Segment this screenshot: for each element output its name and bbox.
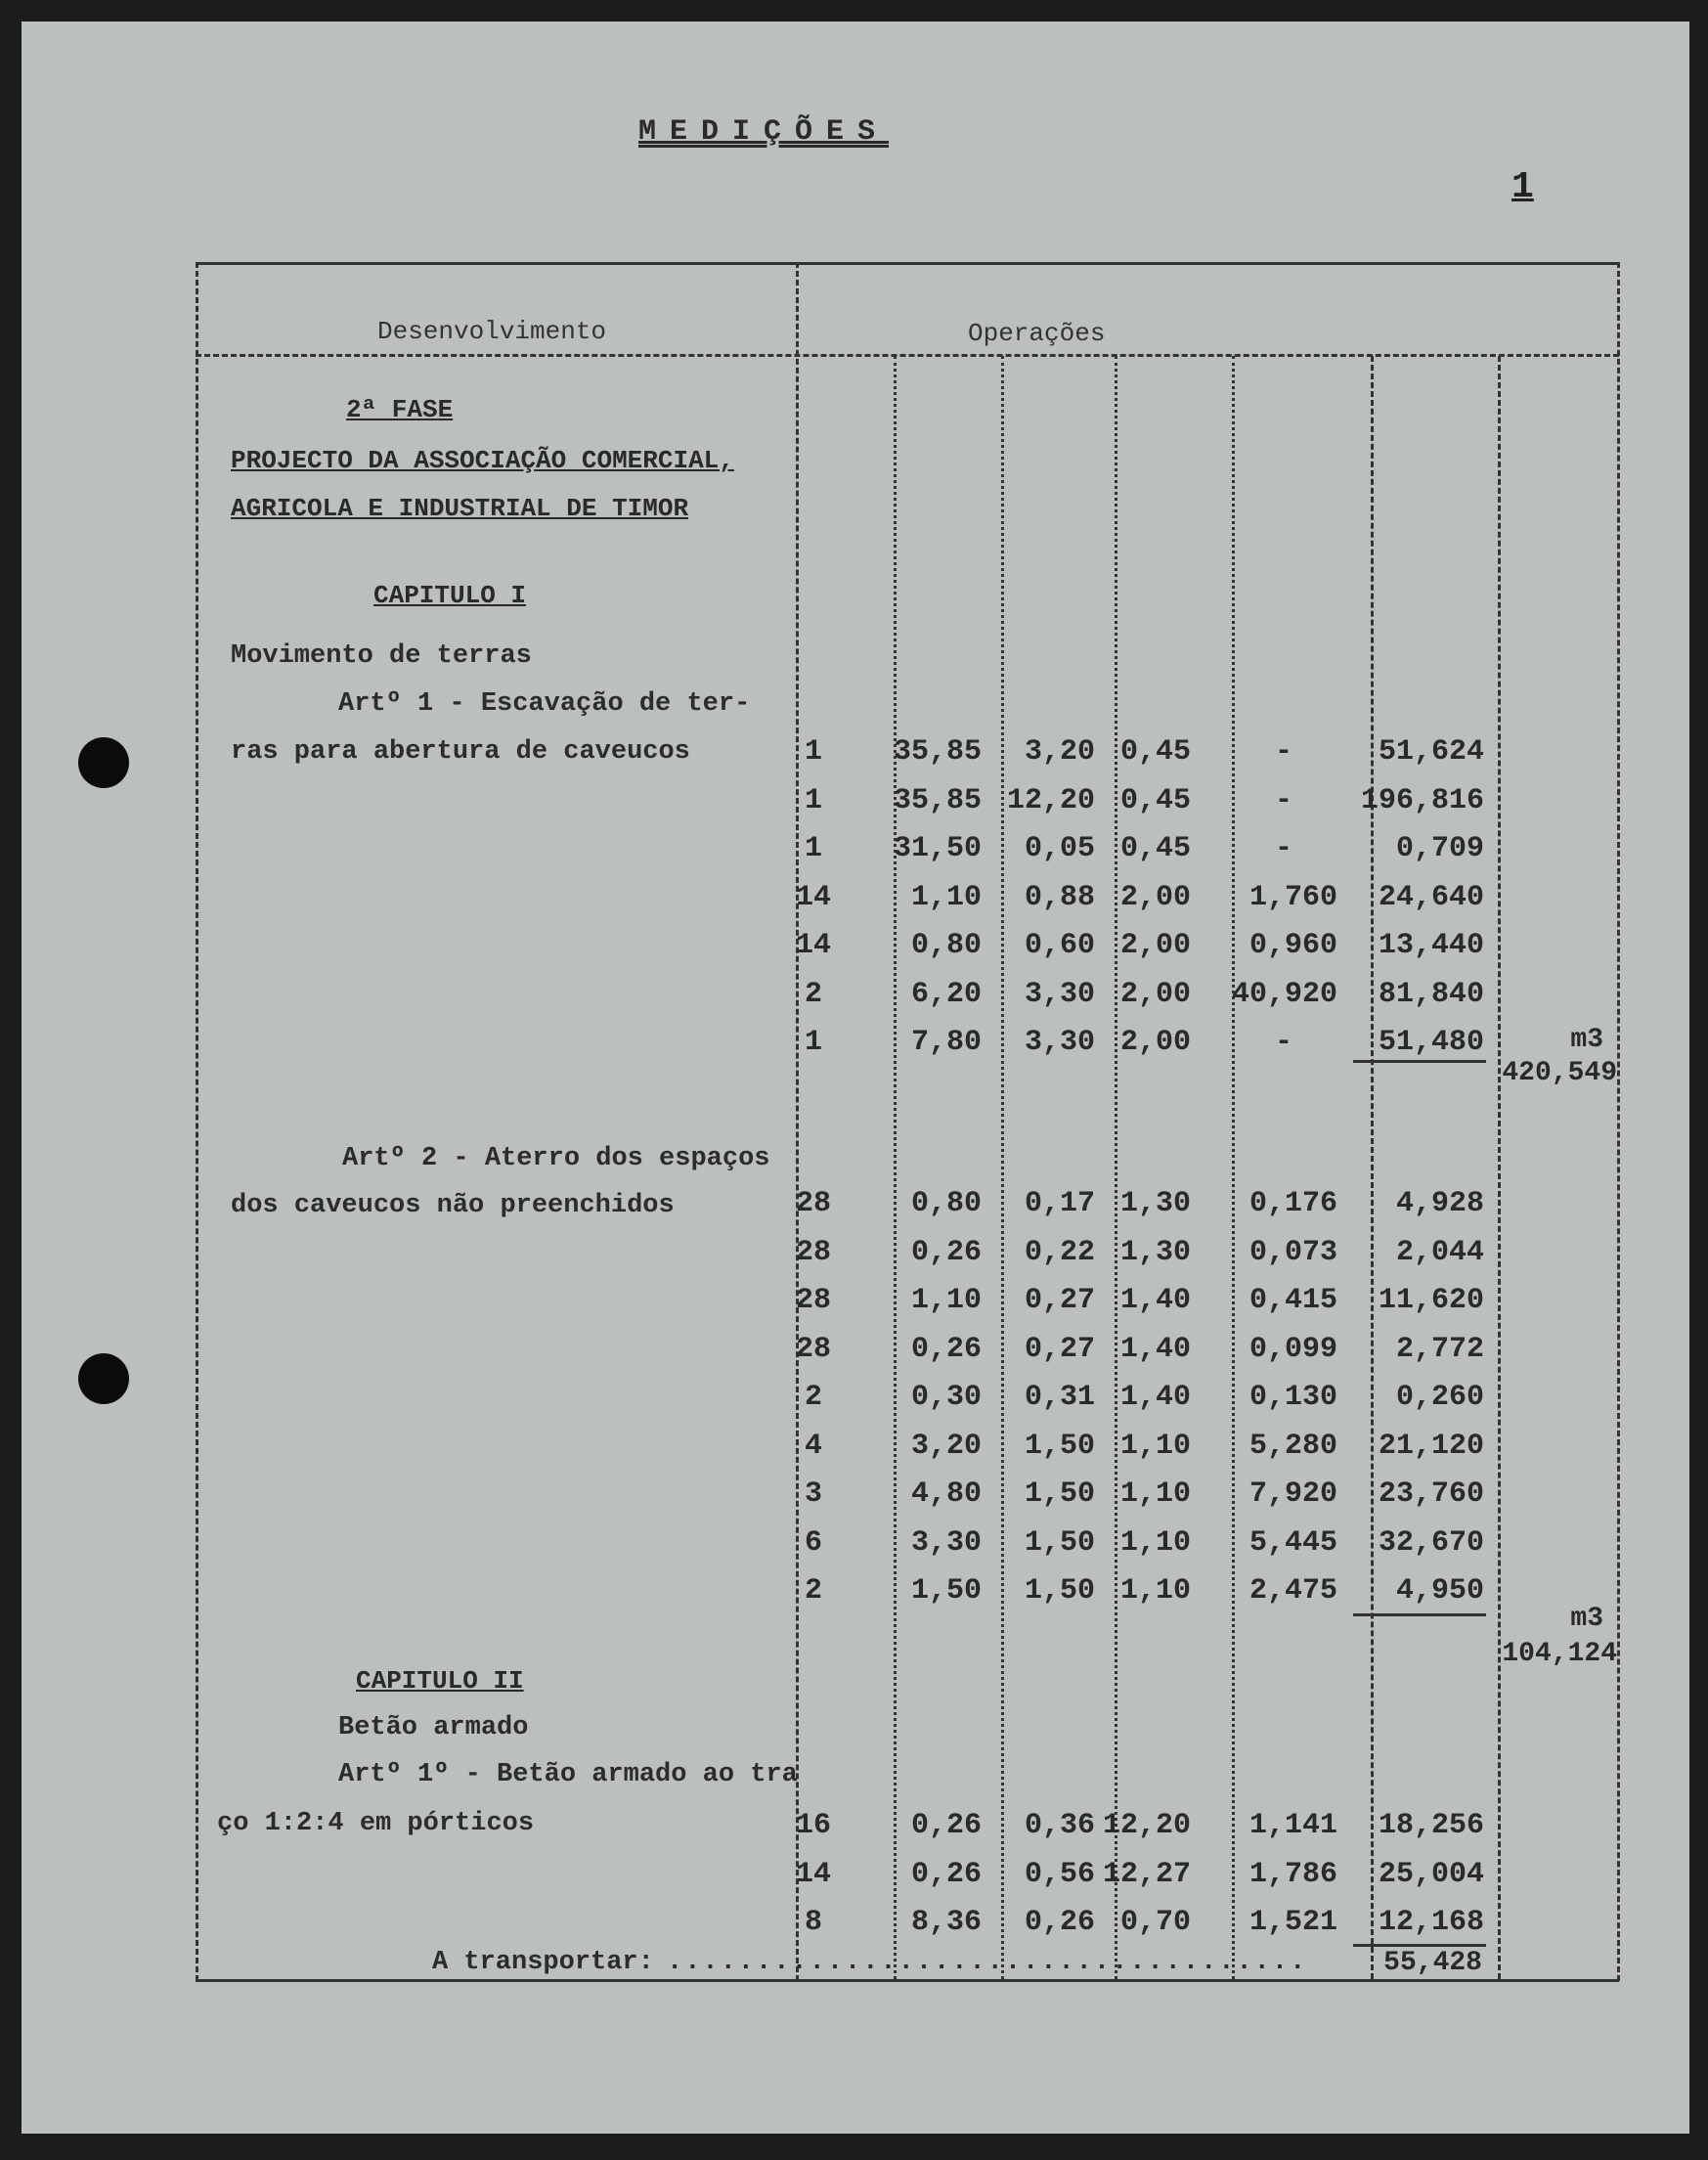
table-cell: 3,20: [1024, 735, 1095, 769]
table-cell: 1: [804, 735, 822, 769]
column-divider: [1371, 356, 1374, 1979]
chapter1-art2-line1: Artº 2 - Aterro dos espaços: [342, 1144, 770, 1173]
table-cell: 4,950: [1395, 1574, 1484, 1608]
table-cell: 31,50: [893, 832, 982, 865]
table-cell: 196,816: [1360, 783, 1484, 817]
table-cell: 28: [795, 1284, 831, 1317]
phase-heading: 2ª FASE: [346, 395, 454, 424]
table-cell: 7,80: [910, 1026, 982, 1059]
art2-total: 104,124: [1502, 1639, 1617, 1669]
header-desenvolvimento: Desenvolvimento: [377, 317, 607, 346]
punch-hole-top: [78, 737, 129, 788]
table-cell: 8: [804, 1906, 822, 1939]
table-cell: 1,50: [1024, 1574, 1095, 1608]
table-cell: 28: [795, 1235, 831, 1269]
transport-dots: ....................................: [667, 1948, 1308, 1977]
column-divider: [1232, 356, 1235, 1979]
header-operacoes: Operações: [968, 319, 1106, 348]
table-cell: 14: [795, 929, 831, 962]
table-cell: 1,50: [910, 1574, 982, 1608]
subtotal-line: [1353, 1613, 1486, 1616]
chapter1-art2-line2: dos caveucos não preenchidos: [231, 1191, 675, 1220]
table-cell: 2: [804, 1381, 822, 1414]
table-cell: 0,80: [910, 1187, 982, 1220]
table-cell: 1,10: [1119, 1477, 1191, 1511]
table-cell: 14: [795, 880, 831, 914]
table-cell: 3,30: [910, 1525, 982, 1560]
table-cell: 0,45: [1119, 783, 1191, 817]
table-cell: 18,256: [1378, 1809, 1484, 1842]
table-cell: 1,786: [1248, 1857, 1337, 1891]
table-cell: 8,36: [910, 1906, 982, 1939]
table-cell: 11,620: [1378, 1284, 1484, 1317]
table-cell: 7,920: [1248, 1477, 1337, 1511]
table-cell: 51,624: [1378, 735, 1484, 769]
table-left-border: [196, 262, 198, 1981]
table-cell: 12,20: [1102, 1809, 1191, 1842]
chapter2-art1-line2: ço 1:2:4 em pórticos: [217, 1809, 535, 1838]
table-cell: 0,45: [1119, 832, 1191, 865]
table-cell: 0,36: [1024, 1809, 1095, 1842]
chapter1-art1-line1: Artº 1 - Escavação de ter-: [338, 689, 751, 719]
table-cell: 51,480: [1378, 1026, 1484, 1059]
table-cell: 3,30: [1024, 1026, 1095, 1059]
table-cell: 1,10: [1119, 1429, 1191, 1463]
table-divider: [796, 262, 799, 1981]
table-cell: 1,50: [1024, 1429, 1095, 1463]
chapter2-heading: CAPITULO II: [356, 1666, 524, 1696]
table-cell: 0,60: [1024, 929, 1095, 962]
table-cell: 28: [795, 1187, 831, 1220]
column-divider: [1498, 356, 1501, 1979]
table-cell: 0,176: [1248, 1187, 1337, 1220]
table-cell: 0,26: [910, 1235, 982, 1269]
chapter1-art1-line2: ras para abertura de caveucos: [231, 737, 690, 767]
table-cell: 12,20: [1006, 783, 1095, 817]
transport-total: 55,428: [1383, 1948, 1482, 1978]
table-cell: 28: [795, 1332, 831, 1366]
table-cell: 4,80: [910, 1477, 982, 1511]
project-title-line2: AGRICOLA E INDUSTRIAL DE TIMOR: [231, 494, 689, 523]
table-cell: 1,40: [1119, 1332, 1191, 1366]
table-cell: 0,26: [1024, 1906, 1095, 1939]
table-cell: 1,30: [1119, 1187, 1191, 1220]
table-cell: 2,772: [1395, 1332, 1484, 1366]
table-cell: 3: [804, 1477, 822, 1511]
table-cell: 4,928: [1395, 1187, 1484, 1220]
table-cell: 0,45: [1119, 735, 1191, 769]
table-bottom-border: [196, 1979, 1619, 1982]
art2-unit: m3: [1570, 1604, 1603, 1634]
table-right-border: [1617, 262, 1620, 1981]
table-cell: 1,50: [1024, 1525, 1095, 1560]
table-cell: 2: [804, 1574, 822, 1608]
table-cell: 0,27: [1024, 1332, 1095, 1366]
table-cell: 1,521: [1248, 1906, 1337, 1939]
table-cell: 0,70: [1119, 1906, 1191, 1939]
art1-unit: m3: [1570, 1025, 1603, 1055]
table-cell: 3,30: [1024, 977, 1095, 1011]
table-cell: 1,10: [910, 1284, 982, 1317]
column-divider: [1115, 356, 1117, 1979]
document-title: MEDIÇÕES: [638, 115, 890, 149]
table-cell: 0,56: [1024, 1857, 1095, 1891]
table-cell: 35,85: [893, 783, 982, 817]
table-cell: 0,709: [1395, 832, 1484, 865]
subtotal-line: [1353, 1060, 1486, 1063]
column-divider: [1001, 356, 1004, 1979]
table-cell: 24,640: [1378, 880, 1484, 914]
table-cell: 2,00: [1119, 929, 1191, 962]
table-cell: 14: [795, 1857, 831, 1891]
chapter2-subtitle: Betão armado: [338, 1713, 529, 1742]
table-cell: -: [1274, 832, 1292, 865]
table-cell: 1,10: [1119, 1525, 1191, 1560]
table-cell: -: [1274, 735, 1292, 769]
table-cell: 0,099: [1248, 1332, 1337, 1366]
table-cell: 40,920: [1231, 977, 1337, 1011]
table-cell: 1,50: [1024, 1477, 1095, 1511]
table-cell: 0,22: [1024, 1235, 1095, 1269]
table-cell: 1,40: [1119, 1381, 1191, 1414]
table-cell: 81,840: [1378, 977, 1484, 1011]
column-divider: [894, 356, 897, 1979]
table-cell: 0,17: [1024, 1187, 1095, 1220]
table-cell: 1: [804, 832, 822, 865]
table-cell: 16: [795, 1809, 831, 1842]
table-cell: 1,10: [910, 880, 982, 914]
table-cell: 1,40: [1119, 1284, 1191, 1317]
table-cell: 23,760: [1378, 1477, 1484, 1511]
table-cell: 2,044: [1395, 1235, 1484, 1269]
table-cell: 0,26: [910, 1809, 982, 1842]
table-cell: 6: [804, 1525, 822, 1560]
table-cell: 6,20: [910, 977, 982, 1011]
table-cell: 1: [804, 783, 822, 817]
table-cell: 4: [804, 1429, 822, 1463]
table-cell: 13,440: [1378, 929, 1484, 962]
table-cell: 2,475: [1248, 1574, 1337, 1608]
table-cell: 0,88: [1024, 880, 1095, 914]
table-cell: 0,27: [1024, 1284, 1095, 1317]
chapter1-subtitle: Movimento de terras: [231, 641, 532, 671]
table-cell: 35,85: [893, 735, 982, 769]
table-cell: 0,073: [1248, 1235, 1337, 1269]
table-cell: 21,120: [1378, 1429, 1484, 1463]
table-cell: 3,20: [910, 1429, 982, 1463]
punch-hole-bottom: [78, 1353, 129, 1404]
table-cell: 2,00: [1119, 1026, 1191, 1059]
page-number: 1: [1511, 166, 1534, 208]
table-cell: 0,80: [910, 929, 982, 962]
table-cell: 1,760: [1248, 880, 1337, 914]
chapter2-art1-line1: Artº 1º - Betão armado ao tra: [338, 1760, 798, 1789]
table-cell: 0,05: [1024, 832, 1095, 865]
table-header-separator: [196, 354, 1619, 357]
table-cell: 0,960: [1248, 929, 1337, 962]
chapter1-heading: CAPITULO I: [373, 581, 527, 610]
table-cell: 0,31: [1024, 1381, 1095, 1414]
table-cell: 0,415: [1248, 1284, 1337, 1317]
table-cell: 0,26: [910, 1857, 982, 1891]
art1-total: 420,549: [1502, 1058, 1617, 1088]
table-cell: 0,30: [910, 1381, 982, 1414]
project-title-line1: PROJECTO DA ASSOCIAÇÃO COMERCIAL,: [231, 446, 734, 475]
table-cell: 2,00: [1119, 977, 1191, 1011]
table-cell: 25,004: [1378, 1857, 1484, 1891]
table-cell: 1,10: [1119, 1574, 1191, 1608]
table-cell: 0,130: [1248, 1381, 1337, 1414]
table-cell: 5,445: [1248, 1525, 1337, 1560]
table-cell: 0,260: [1395, 1381, 1484, 1414]
table-cell: 5,280: [1248, 1429, 1337, 1463]
table-cell: 32,670: [1378, 1525, 1484, 1560]
table-top-border: [196, 262, 1619, 265]
table-cell: -: [1274, 1026, 1292, 1059]
table-cell: 1,141: [1248, 1809, 1337, 1842]
table-cell: -: [1274, 783, 1292, 817]
transport-label: A transportar:: [432, 1948, 654, 1977]
table-cell: 1: [804, 1026, 822, 1059]
subtotal-line: [1353, 1944, 1486, 1947]
table-cell: 2,00: [1119, 880, 1191, 914]
table-cell: 1,30: [1119, 1235, 1191, 1269]
table-cell: 12,27: [1102, 1857, 1191, 1891]
table-cell: 12,168: [1378, 1906, 1484, 1939]
table-cell: 2: [804, 977, 822, 1011]
table-cell: 0,26: [910, 1332, 982, 1366]
